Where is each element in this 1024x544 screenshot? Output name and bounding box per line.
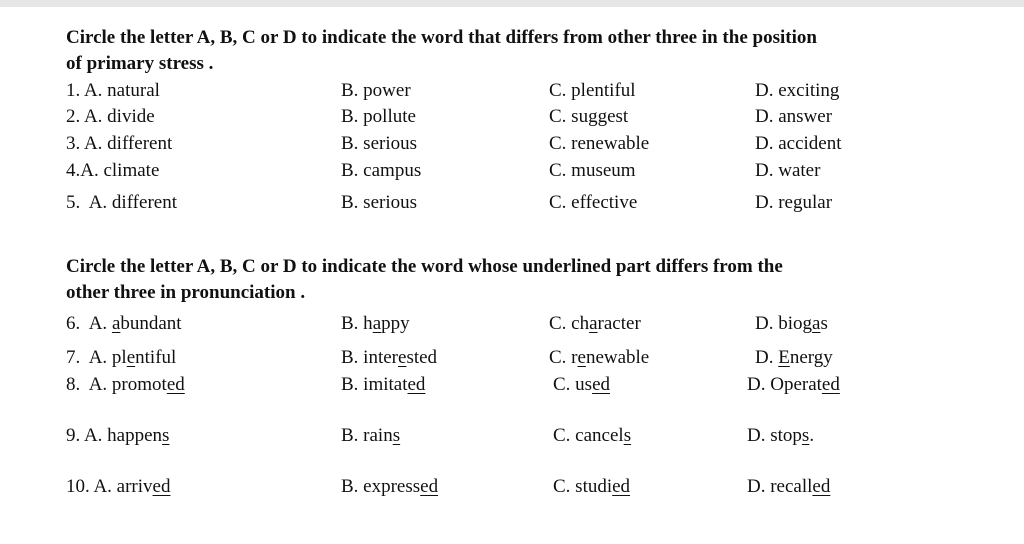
underlined-part: e bbox=[398, 347, 407, 368]
section1-heading-line1: Circle the letter A, B, C or D to indicate the word that differs from other three in the position bbox=[66, 27, 817, 48]
underlined-part: ed bbox=[420, 476, 439, 497]
option-d[interactable] bbox=[755, 345, 833, 371]
option-text: 9. A. happen bbox=[66, 425, 163, 446]
question-row-9 bbox=[0, 423, 1024, 449]
option-c[interactable] bbox=[553, 423, 631, 449]
option-text: D. stop bbox=[747, 425, 802, 446]
option-b[interactable]: B. campus bbox=[341, 160, 422, 181]
underlined-part: ed bbox=[407, 374, 426, 395]
underlined-part: a bbox=[372, 313, 382, 334]
option-b[interactable] bbox=[341, 372, 425, 398]
option-d[interactable] bbox=[747, 423, 814, 449]
option-text: C. us bbox=[553, 374, 593, 395]
section1-heading-line2: of primary stress . bbox=[66, 53, 214, 74]
underlined-part: ed bbox=[612, 476, 631, 497]
question-row-5 bbox=[0, 190, 1024, 216]
option-text: s bbox=[820, 313, 828, 334]
question-row-2 bbox=[0, 104, 1024, 130]
option-text: B. rain bbox=[341, 425, 393, 446]
option-a[interactable] bbox=[66, 474, 170, 500]
option-text: bundant bbox=[120, 313, 182, 334]
section1-heading bbox=[66, 25, 996, 77]
option-text: ppy bbox=[381, 313, 410, 334]
option-a[interactable] bbox=[66, 311, 182, 337]
option-d[interactable] bbox=[747, 372, 840, 398]
underlined-part: s bbox=[801, 425, 810, 446]
underlined-part: s bbox=[162, 425, 170, 446]
question-row-7 bbox=[0, 345, 1024, 371]
option-text: D. biog bbox=[755, 313, 812, 334]
underlined-part: e bbox=[126, 347, 136, 368]
option-text: 10. A. arriv bbox=[66, 476, 153, 497]
question-row-3 bbox=[0, 131, 1024, 157]
underlined-part: ed bbox=[821, 374, 840, 395]
option-text: B. imitat bbox=[341, 374, 408, 395]
option-text: ntiful bbox=[135, 347, 177, 368]
option-c[interactable] bbox=[553, 372, 610, 398]
option-a[interactable] bbox=[66, 345, 176, 371]
option-text: C. studi bbox=[553, 476, 613, 497]
option-c[interactable]: C. renewable bbox=[549, 133, 650, 154]
underlined-part: a bbox=[111, 313, 121, 334]
option-text: newable bbox=[585, 347, 650, 368]
question-row-4 bbox=[0, 158, 1024, 184]
option-b[interactable] bbox=[341, 474, 438, 500]
option-d[interactable]: D. exciting bbox=[755, 80, 840, 101]
option-text: 7. A. pl bbox=[66, 347, 127, 368]
option-d[interactable]: D. accident bbox=[755, 133, 842, 154]
underlined-part: ed bbox=[166, 374, 185, 395]
option-a[interactable]: 2. A. divide bbox=[66, 106, 155, 127]
option-text: 8. A. promot bbox=[66, 374, 167, 395]
option-text: D. recall bbox=[747, 476, 813, 497]
option-text: D. bbox=[755, 347, 779, 368]
option-text: 6. A. bbox=[66, 313, 112, 334]
section2-heading-line1: Circle the letter A, B, C or D to indicate the word whose underlined part differs from the bbox=[66, 256, 783, 277]
option-text: sted bbox=[406, 347, 438, 368]
option-b[interactable]: B. power bbox=[341, 80, 411, 101]
option-c[interactable]: C. museum bbox=[549, 160, 636, 181]
option-text: C. r bbox=[549, 347, 578, 368]
section2-heading bbox=[66, 254, 996, 306]
option-text: B. h bbox=[341, 313, 373, 334]
option-text: . bbox=[809, 425, 815, 446]
underlined-part: e bbox=[577, 347, 586, 368]
option-text: racter bbox=[597, 313, 641, 334]
option-a[interactable]: 5. A. different bbox=[66, 192, 177, 213]
option-d[interactable] bbox=[755, 311, 828, 337]
section2-heading-line2: other three in pronunciation . bbox=[66, 282, 306, 303]
underlined-part: a bbox=[812, 313, 821, 334]
option-c[interactable] bbox=[553, 474, 630, 500]
option-c[interactable] bbox=[549, 345, 649, 371]
option-text: nergy bbox=[789, 347, 833, 368]
question-row-10 bbox=[0, 474, 1024, 500]
option-d[interactable] bbox=[747, 474, 830, 500]
option-d[interactable]: D. water bbox=[755, 160, 821, 181]
option-a[interactable]: 4.A. climate bbox=[66, 160, 160, 181]
question-row-8 bbox=[0, 372, 1024, 398]
underlined-part: ed bbox=[592, 374, 611, 395]
option-b[interactable] bbox=[341, 345, 437, 371]
option-c[interactable]: C. plentiful bbox=[549, 80, 636, 101]
underlined-part: E bbox=[778, 347, 790, 368]
underlined-part: s bbox=[623, 425, 632, 446]
option-b[interactable]: B. pollute bbox=[341, 106, 416, 127]
option-text: C. cancel bbox=[553, 425, 624, 446]
option-b[interactable] bbox=[341, 311, 410, 337]
option-b[interactable]: B. serious bbox=[341, 192, 417, 213]
option-b[interactable] bbox=[341, 423, 400, 449]
question-row-1 bbox=[0, 78, 1024, 104]
underlined-part: a bbox=[589, 313, 598, 334]
option-text: B. inter bbox=[341, 347, 398, 368]
option-a[interactable]: 3. A. different bbox=[66, 133, 173, 154]
underlined-part: s bbox=[392, 425, 401, 446]
underlined-part: ed bbox=[812, 476, 831, 497]
option-text: C. ch bbox=[549, 313, 590, 334]
option-text: D. Operat bbox=[747, 374, 822, 395]
option-b[interactable]: B. serious bbox=[341, 133, 417, 154]
option-a[interactable]: 1. A. natural bbox=[66, 80, 160, 101]
option-c[interactable]: C. effective bbox=[549, 192, 638, 213]
option-c[interactable]: C. suggest bbox=[549, 106, 629, 127]
option-d[interactable]: D. regular bbox=[755, 192, 833, 213]
option-d[interactable]: D. answer bbox=[755, 106, 833, 127]
option-a[interactable] bbox=[66, 372, 185, 398]
underlined-part: ed bbox=[152, 476, 171, 497]
option-text: B. express bbox=[341, 476, 421, 497]
question-row-6 bbox=[0, 311, 1024, 337]
option-c[interactable] bbox=[549, 311, 641, 337]
option-a[interactable] bbox=[66, 423, 169, 449]
